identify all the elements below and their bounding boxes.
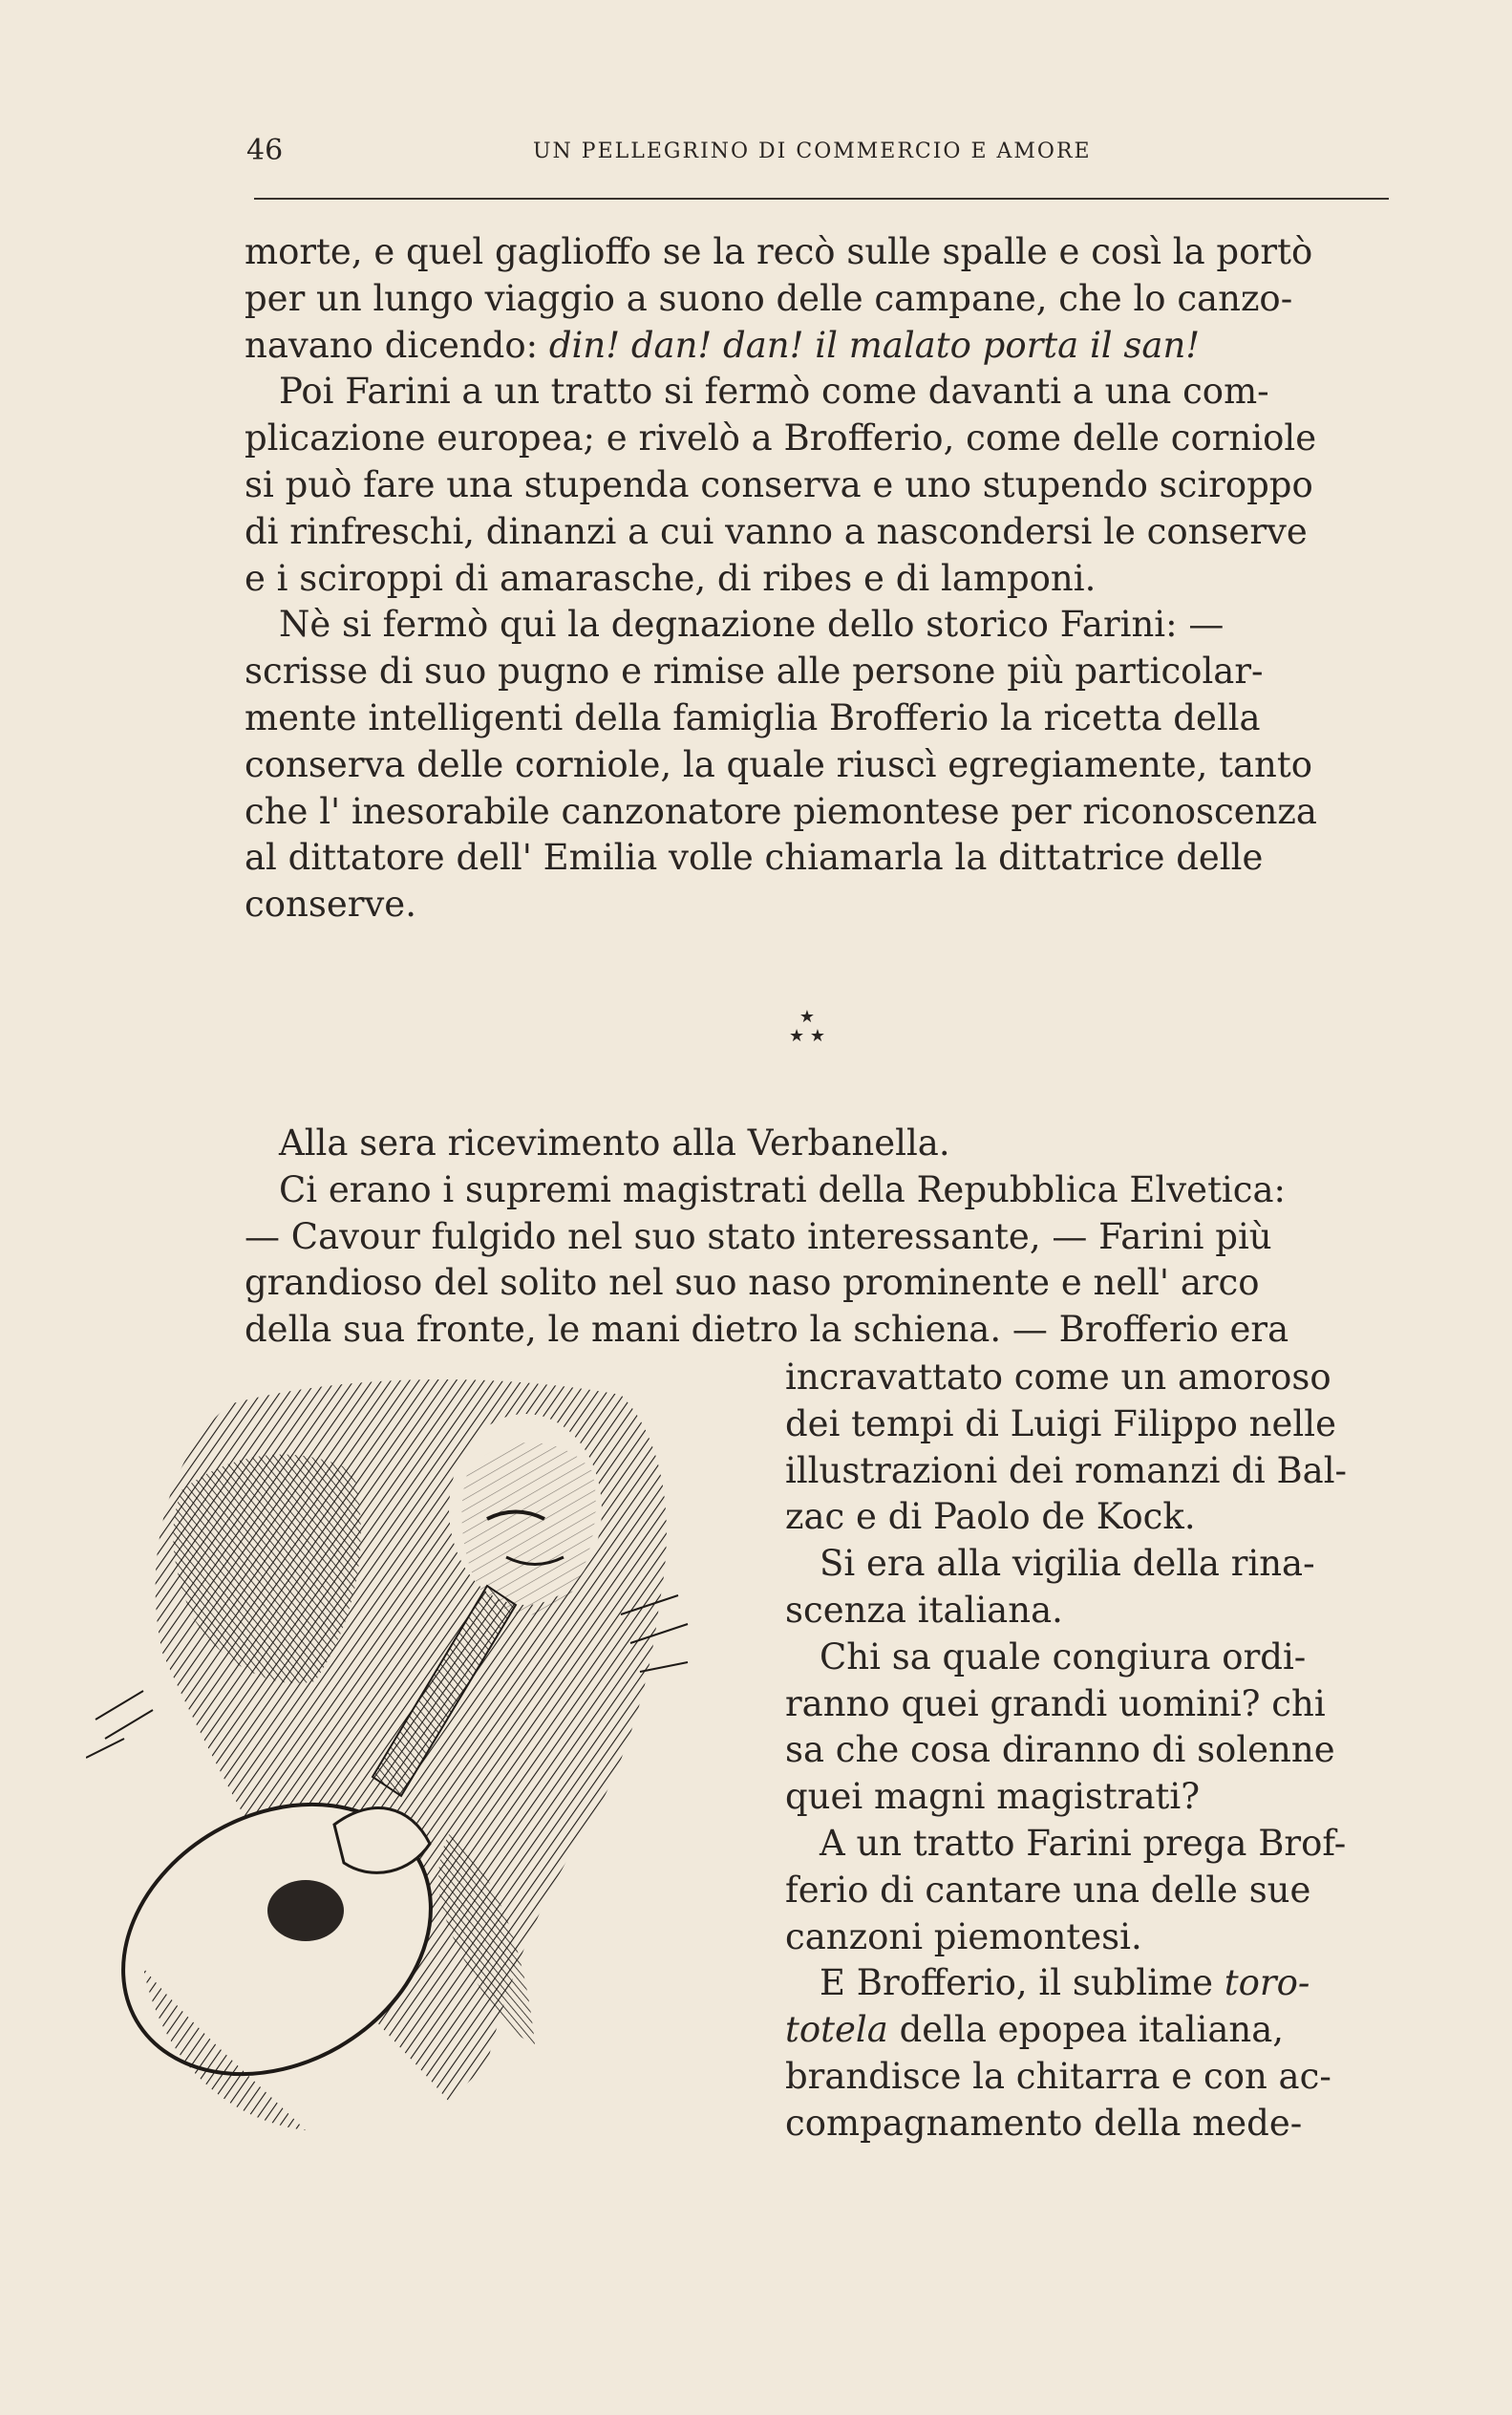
running-head: UN PELLEGRINO DI COMMERCIO E AMORE <box>533 139 1092 163</box>
text-span: della epopea italiana, <box>887 2009 1285 2051</box>
italic-word: toro- <box>1224 1962 1310 2004</box>
text-line: Si era alla vigilia della rina- <box>820 1543 1315 1585</box>
text-line <box>785 2007 1377 2054</box>
section-asterism <box>781 1008 833 1056</box>
text-line: scrisse di suo pugno e rimise alle persone più particolar- <box>245 651 1264 693</box>
header-rule <box>254 198 1389 200</box>
text-line: di rinfreschi, dinanzi a cui vanno a nascondersi le conserve <box>245 510 1308 552</box>
text-line: quei magni magistrati? <box>785 1776 1201 1818</box>
text-line: conserve. <box>245 884 416 926</box>
text-line: illustrazioni dei romanzi di Bal- <box>785 1449 1348 1491</box>
text-line: canzoni piemontesi. <box>785 1915 1142 1957</box>
page-number: 46 <box>246 134 284 167</box>
text-line: incravattato come un amoroso <box>785 1357 1331 1398</box>
text-line: — Cavour fulgido nel suo stato interessante, — Farini più <box>245 1215 1272 1257</box>
text-span: navano dicendo: <box>245 324 549 366</box>
text-line: mente intelligenti della famiglia Brofferio la ricetta della <box>245 696 1261 738</box>
text-line: della sua fronte, le mani dietro la schiena. — Brofferio era <box>245 1309 1289 1351</box>
paragraph-block-1 <box>245 229 1391 929</box>
text-line: conserva delle corniole, la quale riuscì egregiamente, tanto <box>245 743 1313 785</box>
text-line: Nè si fermò qui la degnazione dello storico Farini: — <box>279 604 1225 646</box>
text-line: che l' inesorabile canzonatore piemontese per riconoscenza <box>245 790 1317 832</box>
text-line: ranno quei grandi uomini? chi <box>785 1682 1326 1724</box>
text-line: brandisce la chitarra e con ac- <box>785 2055 1331 2097</box>
text-line: zac e di Paolo de Kock. <box>785 1496 1196 1538</box>
text-line: Ci erano i supremi magistrati della Repubblica Elvetica: <box>279 1168 1287 1210</box>
asterism-top: ★ <box>799 1007 816 1027</box>
text-span: E Brofferio, il sublime <box>820 1962 1225 2004</box>
paragraph-block-2 <box>245 1121 1391 1354</box>
text-line: si può fare una stupenda conserva e uno stupendo sciroppo <box>245 463 1313 505</box>
text-line <box>245 323 1391 370</box>
text-line: Alla sera ricevimento alla Verbanella. <box>279 1122 950 1164</box>
text-line: scenza italiana. <box>785 1589 1063 1631</box>
text-line: per un lungo viaggio a suono delle campane, che lo canzo- <box>245 277 1293 319</box>
text-line: Poi Farini a un tratto si fermò come davanti a una com- <box>279 371 1269 413</box>
paragraph-block-3 <box>785 1355 1377 2148</box>
italic-word: totela <box>785 2009 888 2051</box>
text-line: al dittatore dell' Emilia volle chiamarla la dittatrice delle <box>245 837 1264 879</box>
text-line: A un tratto Farini prega Brof- <box>820 1822 1347 1864</box>
text-line: dei tempi di Luigi Filippo nelle <box>785 1402 1336 1444</box>
text-line: morte, e quel gaglioffo se la recò sulle spalle e così la portò <box>245 231 1313 272</box>
asterism-bottom: ★ ★ <box>789 1026 825 1046</box>
engraving-guitar-player-illustration <box>86 1376 755 2140</box>
text-line: compagnamento della mede- <box>785 2102 1303 2144</box>
text-line: ferio di cantare una delle sue <box>785 1869 1311 1911</box>
text-line: sa che cosa diranno di solenne <box>785 1729 1335 1771</box>
text-line: Chi sa quale congiura ordi- <box>820 1635 1307 1678</box>
text-line: e i sciroppi di amarasche, di ribes e di lamponi. <box>245 557 1097 599</box>
text-line: grandioso del solito nel suo naso prominente e nell' arco <box>245 1262 1260 1304</box>
italic-quote: din! dan! dan! il malato porta il san! <box>548 324 1201 366</box>
text-line <box>785 1960 1377 2007</box>
text-line: plicazione europea; e rivelò a Brofferio, come delle corniole <box>245 417 1317 459</box>
page-header <box>246 134 1393 172</box>
